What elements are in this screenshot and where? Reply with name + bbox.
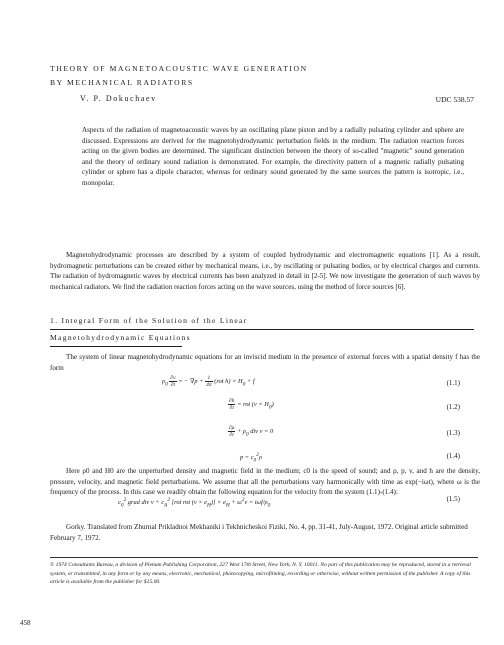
- copyright-notice: © 1974 Consultants Bureau, a division of Plenum Publishing Corporation, 227 West 17th Street, New York, N. Y. 10011. No part of this publication may be reproduced, stored in a retrieval system, or transmitted, in any form or by any means, electronic, mechanical, photocopying, microfilming, recording or otherwise, without written permission of the publisher. A copy of this article is available from the publisher for $15.00.: [50, 557, 478, 587]
- equation-1-1: $\rho_0$ $\frac{\partial v}{\partial t}$ = − ∇p + $\frac{1}{4\pi}$ (rot $h) \times H_0 + f$: [162, 375, 255, 388]
- section-divider: [50, 329, 474, 330]
- equation-number-1-2: (1.2): [446, 403, 460, 411]
- translation-footnote: Gorky. Translated from Zhurnal Prikladnoi Mekhaniki i Tekhnicheskoi Fiziki, No. 4, pp. 31-41, July-August, 1972. Original article submitted February 7, 1972.: [50, 523, 468, 542]
- equation-1-4: $p = c_0^2\rho$: [240, 452, 262, 464]
- equation-1-5: $c_0^2$ grad div $v + c_A^2$ [rot rot $(v \times e_H)] \times e_H + \omega^2v = i\omega f/\rho_0$: [118, 497, 271, 509]
- equation-1-3: $\frac{\partial\rho}{\partial t}$ + $\rho_0$ div v = 0: [229, 425, 274, 438]
- equation-number-1-4: (1.4): [446, 452, 460, 460]
- equation-1-2: $\frac{\partial h}{\partial t}$ = rot $(v \times H_0)$: [229, 398, 274, 411]
- equation-number-1-3: (1.3): [446, 429, 460, 437]
- section-paragraph-1: The system of linear magnetohydrodynamic equations for an inviscid medium in the presence of external forces with a spatial density f has the form: [50, 353, 480, 372]
- section-heading-line-1: 1. Integral Form of the Solution of the Linear: [50, 316, 248, 325]
- section-underline: [50, 346, 182, 347]
- equation-number-1-1: (1.1): [446, 379, 460, 387]
- page-number: 458: [20, 619, 31, 627]
- title-line-1: THEORY OF MAGNETOACOUSTIC WAVE GENERATION: [50, 64, 308, 73]
- section-paragraph-2: Here ρ0 and H0 are the unperturbed density and magnetic field in the medium; c0 is the speed of sound; and ρ, p, v, and h are the density, pressure, velocity, and magnetic field perturbations. We assume that all the perturbations vary harmonically with time as exp(−iωt), where ω is the frequency of the process. In this case we readily obtain the following equation for the velocity from the system (1.1)-(1.4):: [50, 467, 480, 497]
- title-line-2: BY MECHANICAL RADIATORS: [50, 78, 194, 87]
- udc-code: UDC 538.57: [435, 95, 474, 104]
- article-title: [50, 62, 470, 90]
- equation-number-1-5: (1.5): [446, 495, 460, 503]
- section-heading-line-2: Magnetohydrodynamic Equations: [50, 333, 191, 342]
- intro-paragraph: Magnetohydrodynamic processes are described by a system of coupled hydrodynamic and electromagnetic equations [1]. As a result, hydromagnetic perturbations can be created either by mechanical means, i.e., by oscillating or pulsating bodies, or by electrical charges and currents. The radiation of hydromagnetic waves by electrical currents has been analyzed in detail in [2-5]. We now investigate the generation of such waves by mechanical radiators. We find the radiation reaction forces acting on the wave sources, using the method of force sources [6].: [50, 251, 480, 291]
- author-name: V. P. Dokuchaev: [80, 94, 157, 103]
- abstract: Aspects of the radiation of magnetoacoustic waves by an oscillating plane piston and by a radially pulsating cylinder and sphere are discussed. Expressions are derived for the magnetohydrodynamic perturbation fields in the medium. The radiation reaction forces acting on the given bodies are determined. The significant distinction between the theory of so-called "magnetic" sound generation and the theory of ordinary sound radiation is demonstrated. For example, the directivity pattern of a magnetic radially pulsating cylinder or sphere has a dipole character, whereas for ordinary sound generated by the same sources the pattern is isotropic, i.e., monopolar.: [82, 126, 464, 187]
